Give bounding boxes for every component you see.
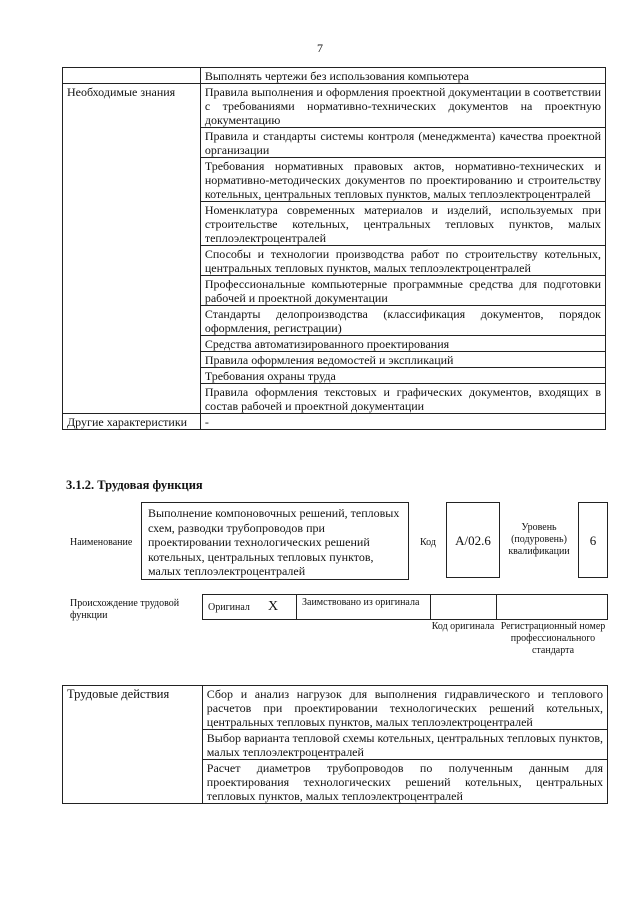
- actions-table: [62, 685, 608, 804]
- actions-label: Трудовые действия: [63, 686, 203, 804]
- original-label: Оригинал: [208, 602, 250, 613]
- level-value: 6: [589, 533, 597, 548]
- knowledge-item: Правила и стандарты системы контроля (менеджмента) качества проектной организации: [200, 128, 605, 158]
- divider: [430, 594, 431, 620]
- origin-label: Происхождение трудовой функции: [70, 598, 180, 621]
- code-label: Код: [420, 537, 436, 548]
- name-label: Наименование: [70, 537, 133, 548]
- divider: [296, 594, 297, 620]
- function-name: Выполнение компоновочных решений, тепловых схем, разводки трубопроводов при проектировании технологических решений котельных, центральных тепловых пунктов, малых теплоэлектроцентралей: [148, 506, 400, 578]
- knowledge-item: Правила оформления текстовых и графических документов, входящих в состав рабочей и проектной документации: [200, 384, 605, 414]
- action-item: Сбор и анализ нагрузок для выполнения гидравлического и теплового расчетов при проектировании технологических решений котельных, центральных тепловых пунктов, малых теплоэлектроцентралей: [202, 686, 607, 730]
- knowledge-item: Правила оформления ведомостей и экспликаций: [200, 352, 605, 368]
- knowledge-item: Требования нормативных правовых актов, нормативно-технических и нормативно-методических документов по проектированию и строительству котельных, центральных тепловых пунктов, малых теплоэлектроцентралей: [200, 158, 605, 202]
- knowledge-table: [62, 67, 606, 430]
- knowledge-item: Требования охраны труда: [200, 368, 605, 384]
- knowledge-item: Стандарты делопроизводства (классификация документов, порядок оформления, регистрации): [200, 306, 605, 336]
- function-name-box: [141, 502, 409, 580]
- borrowed-label: Заимствовано из оригинала: [302, 597, 420, 608]
- knowledge-item: Профессиональные компьютерные программные средства для подготовки рабочей и проектной документации: [200, 276, 605, 306]
- knowledge-label: Необходимые знания: [63, 84, 201, 414]
- page-number: 7: [317, 41, 323, 55]
- section-title: 3.1.2. Трудовая функция: [66, 478, 203, 492]
- knowledge-item: Средства автоматизированного проектирования: [200, 336, 605, 352]
- knowledge-item: Правила выполнения и оформления проектной документации в соответствии с требованиями нормативно-технических документов на проектную документацию: [200, 84, 605, 128]
- knowledge-item: Способы и технологии производства работ по строительству котельных, центральных тепловых пунктов, малых теплоэлектроцентралей: [200, 246, 605, 276]
- action-item: Расчет диаметров трубопроводов по полученным данным для проектирования технологических решений котельных, центральных тепловых пунктов, малых теплоэлектроцентралей: [202, 760, 607, 804]
- level-label: Уровень (подуровень) квалификации: [508, 522, 570, 557]
- original-mark: Х: [268, 599, 279, 614]
- other-label: Другие характеристики: [63, 414, 201, 430]
- knowledge-first-row: Выполнять чертежи без использования компьютера: [200, 68, 605, 84]
- knowledge-item: Номенклатура современных материалов и изделий, используемых при строительстве котельных, центральных тепловых пунктов, малых теплоэлектроцентралей: [200, 202, 605, 246]
- other-value: -: [200, 414, 605, 430]
- level-box: [578, 502, 608, 578]
- reg-number-label: Регистрационный номер профессионального стандарта: [500, 621, 606, 656]
- code-original-label: Код оригинала: [431, 621, 495, 632]
- divider: [496, 594, 497, 620]
- code-value: А/02.6: [455, 533, 491, 548]
- empty-cell: [63, 68, 201, 84]
- action-item: Выбор варианта тепловой схемы котельных, центральных тепловых пунктов, малых теплоэлектроцентралей: [202, 730, 607, 760]
- code-box: [446, 502, 500, 578]
